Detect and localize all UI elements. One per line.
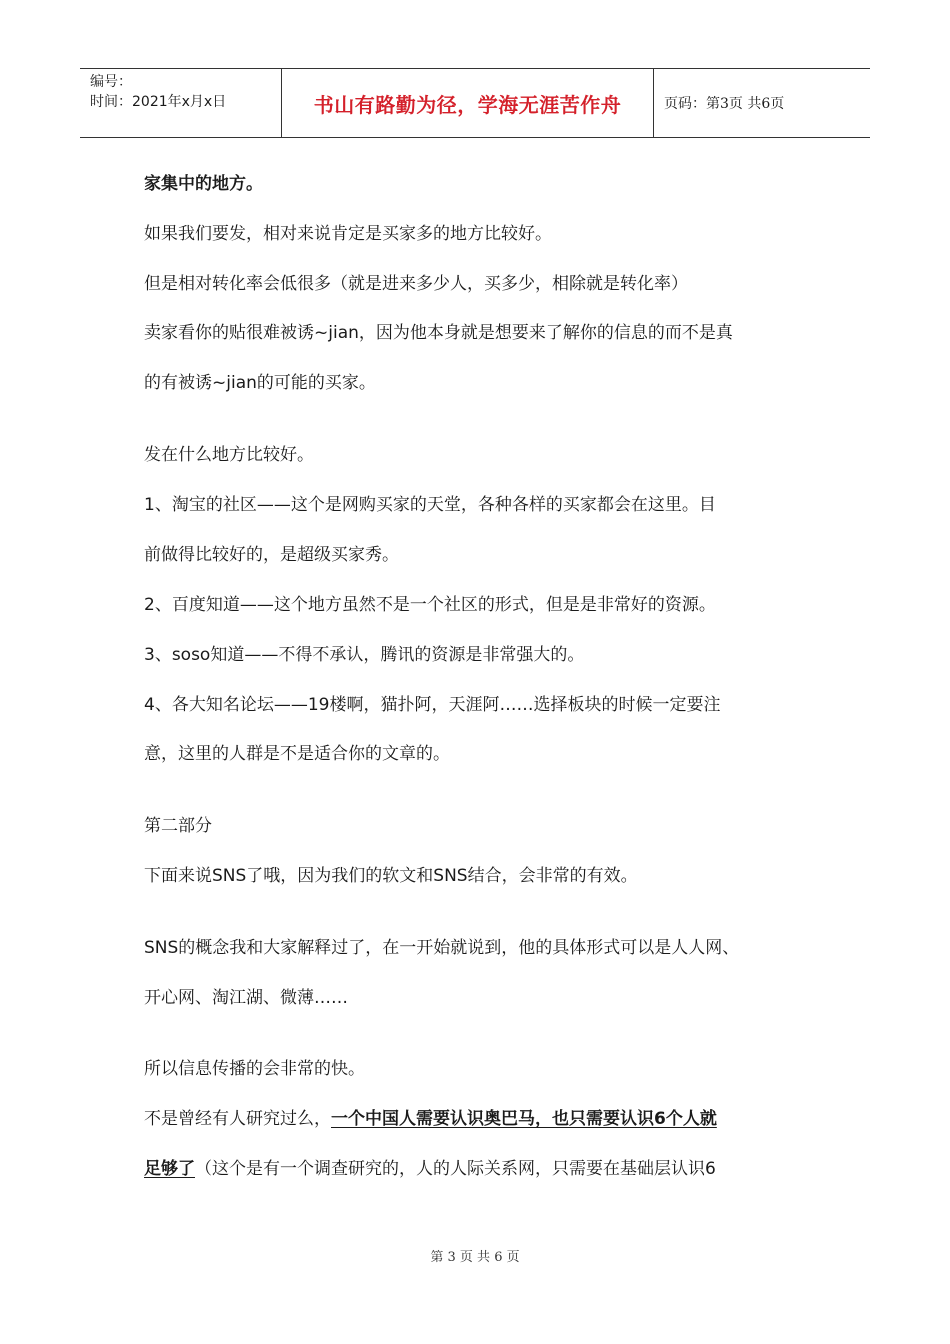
- plain-text: （这个是有一个调查研究的，人的人际关系网，只需要在基础层认识6: [195, 1159, 716, 1179]
- paragraph-line: 发在什么地方比较好。: [144, 445, 314, 465]
- plain-text: 不是曾经有人研究过么，: [144, 1109, 331, 1129]
- paragraph-line: 如果我们要发，相对来说肯定是买家多的地方比较好。: [144, 224, 552, 244]
- list-item-line: 前做得比较好的，是超级买家秀。: [144, 545, 399, 565]
- header-meta: [80, 69, 282, 137]
- header-page-info-cell: [654, 69, 870, 137]
- paragraph-line: [144, 1157, 716, 1181]
- paragraph-line: 家集中的地方。: [144, 174, 263, 194]
- emphasized-text: 足够了: [144, 1159, 195, 1179]
- header-motto-cell: [282, 69, 654, 137]
- page-header: [80, 68, 870, 138]
- paragraph-line: [144, 1107, 717, 1131]
- list-item-line: 1、淘宝的社区——这个是网购买家的天堂，各种各样的买家都会在这里。目: [144, 495, 716, 515]
- list-item-line: 意，这里的人群是不是适合你的文章的。: [144, 744, 450, 764]
- paragraph-line: 开心网、淘江湖、微薄……: [144, 988, 348, 1008]
- list-item-line: 2、百度知道——这个地方虽然不是一个社区的形式，但是是非常好的资源。: [144, 595, 716, 615]
- page-footer: [0, 1246, 950, 1265]
- emphasized-text: 一个中国人需要认识奥巴马，也只需要认识6个人就: [331, 1109, 717, 1129]
- paragraph-line: 下面来说SNS了哦，因为我们的软文和SNS结合，会非常的有效。: [144, 866, 638, 886]
- header-motto: 书山有路勤为径，学海无涯苦作舟: [313, 92, 622, 117]
- section-heading: 第二部分: [144, 816, 212, 836]
- footer-page-number: 第 3 页 共 6 页: [430, 1250, 520, 1265]
- document-date: 时间：2021年x月x日: [90, 94, 227, 110]
- paragraph-line: 卖家看你的贴很难被诱~jian，因为他本身就是想要来了解你的信息的而不是真: [144, 323, 733, 343]
- list-item-line: 4、各大知名论坛——19楼啊，猫扑阿，天涯阿……选择板块的时候一定要注: [144, 695, 721, 715]
- paragraph-line: SNS的概念我和大家解释过了，在一开始就说到，他的具体形式可以是人人网、: [144, 938, 740, 958]
- document-number-label: 编号：: [90, 74, 132, 90]
- paragraph-line: 所以信息传播的会非常的快。: [144, 1059, 365, 1079]
- paragraph-line: 的有被诱~jian的可能的买家。: [144, 373, 376, 393]
- paragraph-line: 但是相对转化率会低很多（就是进来多少人，买多少，相除就是转化率）: [144, 274, 688, 294]
- header-page-info: 页码：第3页 共6页: [664, 96, 785, 112]
- list-item-line: 3、soso知道——不得不承认，腾讯的资源是非常强大的。: [144, 645, 585, 665]
